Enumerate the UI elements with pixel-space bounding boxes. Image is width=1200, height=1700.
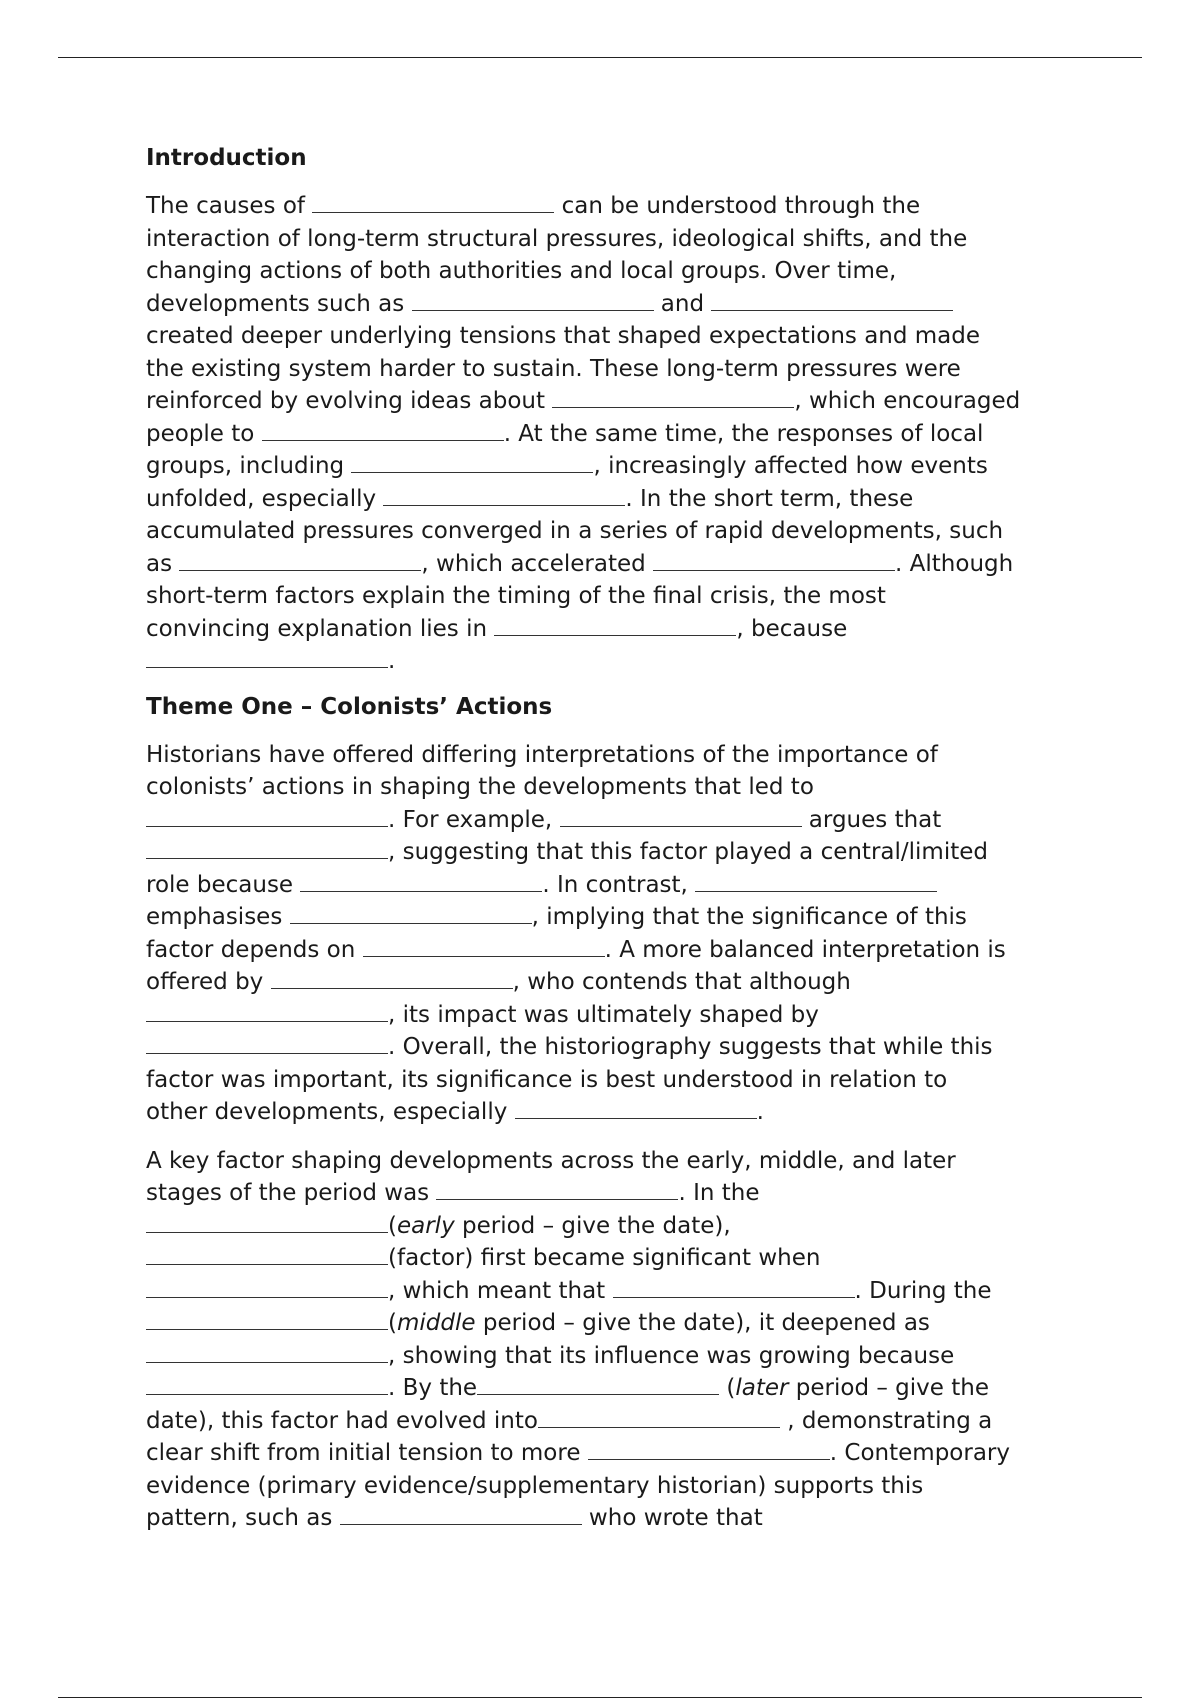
document-body [146, 142, 1066, 1535]
text-line [146, 288, 1066, 321]
paragraph-introduction [146, 190, 1066, 678]
text-segment: . [756, 1099, 764, 1125]
fill-in-blank[interactable] [262, 420, 504, 441]
text-segment: , increasingly affected how events [593, 453, 988, 479]
text-segment: who wrote that [581, 1505, 763, 1531]
text-segment: clear shift from initial tension to more [146, 1440, 588, 1466]
text-segment: , showing that its influence was growing because [388, 1342, 955, 1369]
text-segment: people to [146, 420, 262, 447]
fill-in-blank[interactable] [383, 485, 625, 506]
text-segment: , who contends that although [512, 969, 851, 995]
text-segment: ( [719, 1375, 736, 1401]
fill-in-blank[interactable] [271, 968, 513, 989]
fill-in-blank[interactable] [477, 1374, 719, 1395]
text-segment: . During the [854, 1277, 992, 1304]
text-line [146, 1064, 1066, 1097]
fill-in-blank[interactable] [560, 806, 802, 827]
text-segment: . [388, 648, 396, 674]
text-segment: , implying that the significance of this [531, 904, 967, 930]
section-heading-introduction: Introduction [146, 145, 307, 171]
fill-in-blank[interactable] [436, 1179, 678, 1200]
text-line [146, 353, 1066, 386]
text-segment: , suggesting that this factor played a central/limited [388, 839, 988, 865]
text-line [146, 1242, 1066, 1275]
text-segment: reinforced by evolving ideas about [146, 388, 553, 414]
text-line [146, 739, 1066, 772]
text-segment: interaction of long-term structural pressures, ideological shifts, and the [146, 225, 968, 252]
text-line [146, 1405, 1066, 1438]
text-segment: other developments, especially [146, 1099, 515, 1125]
text-line [146, 1096, 1066, 1129]
fill-in-blank[interactable] [146, 806, 388, 827]
text-segment: factor was important, its significance is best understood in relation to [146, 1066, 948, 1093]
text-segment: as [146, 550, 180, 577]
fill-in-blank[interactable] [146, 838, 388, 859]
text-segment: ( [388, 1212, 397, 1239]
text-line [146, 1031, 1066, 1064]
text-line [146, 548, 1066, 581]
text-line [146, 223, 1066, 256]
section-heading-theme-one: Theme One – Colonists’ Actions [146, 693, 553, 720]
text-line [146, 999, 1066, 1032]
fill-in-blank[interactable] [146, 1001, 388, 1022]
fill-in-blank[interactable] [613, 1277, 855, 1298]
fill-in-blank[interactable] [312, 192, 554, 213]
fill-in-blank[interactable] [146, 1212, 388, 1233]
fill-in-blank[interactable] [711, 290, 953, 311]
fill-in-blank[interactable] [538, 1407, 780, 1428]
text-segment: period – give the date), it deepened as [475, 1310, 930, 1336]
text-segment: , which encouraged [794, 388, 1021, 414]
fill-in-blank[interactable] [146, 1342, 388, 1363]
text-segment: unfolded, especially [146, 485, 384, 512]
footer-rule [58, 1697, 1142, 1698]
text-segment: . A more balanced interpretation is [604, 936, 1006, 963]
text-line [146, 418, 1066, 451]
text-line [146, 836, 1066, 869]
paragraph-historiography [146, 739, 1066, 1129]
text-segment: . Contemporary [829, 1440, 1010, 1466]
fill-in-blank[interactable] [515, 1098, 757, 1119]
text-line [146, 190, 1066, 223]
text-segment: . Although [895, 550, 1014, 577]
text-segment: can be understood through the [554, 193, 921, 219]
text-line [146, 771, 1066, 804]
text-segment: evidence (primary evidence/supplementary historian) supports this [146, 1472, 924, 1499]
fill-in-blank[interactable] [351, 452, 593, 473]
text-segment: . Overall, the historiography suggests that while this [388, 1034, 993, 1060]
italic-text: middle [396, 1310, 476, 1336]
text-line [146, 320, 1066, 353]
text-line [146, 450, 1066, 483]
paragraph-key-factor [146, 1145, 1066, 1535]
text-segment: , demonstrating a [779, 1407, 993, 1434]
text-line [146, 515, 1066, 548]
fill-in-blank[interactable] [146, 1374, 388, 1395]
text-line [146, 869, 1066, 902]
text-line [146, 966, 1066, 999]
text-line [146, 1470, 1066, 1503]
text-line [146, 901, 1066, 934]
text-segment: . At the same time, the responses of local [503, 420, 984, 447]
text-segment: . For example, [388, 806, 560, 833]
text-segment: (factor) first became significant when [388, 1245, 821, 1271]
text-segment: the existing system harder to sustain. These long-term pressures were [146, 355, 961, 382]
text-segment: period – give the [788, 1375, 989, 1401]
text-line [146, 1307, 1066, 1340]
text-segment: date), this factor had evolved into [146, 1407, 538, 1434]
fill-in-blank[interactable] [653, 550, 895, 571]
text-segment: . In the [678, 1180, 760, 1206]
text-segment: pattern, such as [146, 1505, 340, 1531]
text-segment: and [653, 290, 712, 317]
header-rule [58, 57, 1142, 58]
fill-in-blank[interactable] [363, 936, 605, 957]
fill-in-blank[interactable] [412, 290, 654, 311]
fill-in-blank[interactable] [552, 387, 794, 408]
italic-text: early [396, 1212, 455, 1239]
text-segment: Historians have offered differing interpretations of the importance of [146, 741, 938, 768]
fill-in-blank[interactable] [146, 1033, 388, 1054]
italic-text: later [735, 1375, 789, 1401]
text-segment: role because [146, 871, 301, 898]
text-line [146, 1210, 1066, 1243]
text-line [146, 645, 1066, 678]
text-segment: argues that [801, 806, 942, 833]
text-segment: developments such as [146, 290, 412, 317]
text-segment: groups, including [146, 453, 352, 479]
text-segment: stages of the period was [146, 1180, 437, 1206]
fill-in-blank[interactable] [290, 903, 532, 924]
text-line [146, 613, 1066, 646]
text-line [146, 255, 1066, 288]
text-line [146, 580, 1066, 613]
text-segment: created deeper underlying tensions that shaped expectations and made [146, 323, 981, 349]
text-line [146, 804, 1066, 837]
text-line [146, 1372, 1066, 1405]
text-line [146, 1275, 1066, 1308]
text-line [146, 934, 1066, 967]
text-segment: short-term factors explain the timing of the final crisis, the most [146, 583, 886, 609]
text-segment: factor depends on [146, 936, 363, 963]
fill-in-blank[interactable] [695, 871, 937, 892]
text-segment: convincing explanation lies in [146, 615, 495, 642]
fill-in-blank[interactable] [494, 615, 736, 636]
text-segment: . In contrast, [542, 871, 696, 898]
text-line [146, 1502, 1066, 1535]
text-segment: changing actions of both authorities and local groups. Over time, [146, 258, 897, 284]
fill-in-blank[interactable] [146, 647, 388, 668]
text-segment: , because [736, 615, 848, 642]
text-segment: ( [388, 1310, 397, 1336]
text-line [146, 483, 1066, 516]
text-segment: . In the short term, these [625, 485, 914, 512]
text-line [146, 1145, 1066, 1178]
fill-in-blank[interactable] [588, 1439, 830, 1460]
text-line [146, 1437, 1066, 1470]
text-segment: accumulated pressures converged in a series of rapid developments, such [146, 518, 1004, 544]
text-segment: A key factor shaping developments across the early, middle, and later [146, 1147, 956, 1174]
text-segment: offered by [146, 969, 271, 995]
text-segment: , which meant that [388, 1277, 613, 1304]
fill-in-blank[interactable] [146, 1244, 388, 1265]
text-segment: colonists’ actions in shaping the developments that led to [146, 774, 814, 800]
text-line [146, 1177, 1066, 1210]
fill-in-blank[interactable] [300, 871, 542, 892]
text-segment: emphasises [146, 904, 290, 930]
text-segment: , its impact was ultimately shaped by [388, 1001, 819, 1028]
text-segment: , which accelerated [421, 550, 654, 577]
fill-in-blank[interactable] [340, 1504, 582, 1525]
text-segment: The causes of [146, 193, 313, 219]
text-segment: . By the [388, 1375, 478, 1401]
fill-in-blank[interactable] [179, 550, 421, 571]
text-line [146, 1340, 1066, 1373]
fill-in-blank[interactable] [146, 1277, 388, 1298]
text-segment: period – give the date), [454, 1212, 731, 1239]
fill-in-blank[interactable] [146, 1309, 388, 1330]
text-line [146, 385, 1066, 418]
